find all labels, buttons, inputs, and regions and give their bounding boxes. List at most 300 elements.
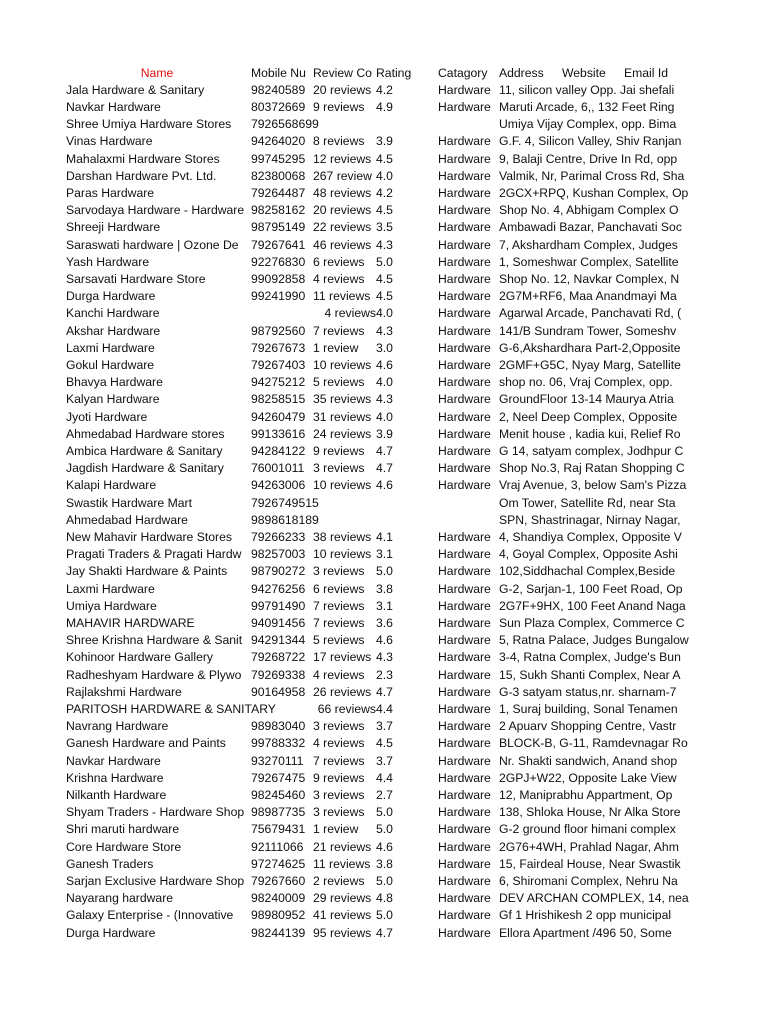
cell-mobile[interactable]: 98790272	[251, 564, 306, 579]
cell-category[interactable]: Hardware	[438, 701, 491, 716]
cell-category[interactable]: Hardware	[438, 82, 491, 97]
cell-category[interactable]: Hardware	[438, 667, 491, 682]
cell-review[interactable]: 7 reviews	[313, 753, 365, 768]
cell-rating[interactable]: 4.3	[376, 237, 393, 252]
cell-rating[interactable]: 4.1	[376, 529, 393, 544]
cell-name[interactable]: Galaxy Enterprise - (Innovative	[66, 908, 234, 923]
cell-category[interactable]: Hardware	[438, 787, 491, 802]
cell-mobile[interactable]: 94260479	[251, 409, 306, 424]
cell-category[interactable]: Hardware	[438, 598, 491, 613]
cell-address[interactable]: G-6,Akshardhara Part-2,Opposite	[499, 340, 681, 355]
cell-mobile[interactable]: 99791490	[251, 598, 306, 613]
cell-rating[interactable]: 4.7	[376, 925, 393, 940]
cell-rating[interactable]: 3.7	[376, 719, 393, 734]
cell-category[interactable]: Hardware	[438, 529, 491, 544]
cell-address[interactable]: G 14, satyam complex, Jodhpur C	[499, 443, 684, 458]
cell-mobile[interactable]: 79267475	[251, 770, 306, 785]
cell-review[interactable]: 38 reviews	[313, 529, 372, 544]
cell-name[interactable]: Krishna Hardware	[66, 770, 164, 785]
cell-address[interactable]: Agarwal Arcade, Panchavati Rd, (	[499, 306, 682, 321]
cell-name[interactable]: Kanchi Hardware	[66, 306, 160, 321]
cell-mobile[interactable]: 99745295	[251, 151, 306, 166]
cell-category[interactable]: Hardware	[438, 581, 491, 596]
cell-category[interactable]: Hardware	[438, 357, 491, 372]
cell-name[interactable]: Jagdish Hardware & Sanitary	[66, 461, 224, 476]
cell-rating[interactable]: 4.2	[376, 82, 393, 97]
cell-review[interactable]: 20 reviews	[313, 82, 372, 97]
cell-mobile[interactable]: 98240589	[251, 82, 306, 97]
cell-rating[interactable]: 4.7	[376, 684, 393, 699]
cell-review[interactable]: 24 reviews	[313, 426, 372, 441]
cell-review[interactable]: 20 reviews	[313, 203, 372, 218]
cell-rating[interactable]	[376, 512, 438, 529]
cell-mobile[interactable]: 94291344	[251, 633, 306, 648]
cell-category[interactable]: Hardware	[438, 908, 491, 923]
cell-mobile[interactable]: 80372669	[251, 99, 306, 114]
cell-category[interactable]: Hardware	[438, 753, 491, 768]
cell-address[interactable]: Maruti Arcade, 6,, 132 Feet Ring	[499, 99, 675, 114]
cell-category[interactable]: Hardware	[438, 185, 491, 200]
cell-review[interactable]: 2 reviews	[313, 873, 365, 888]
cell-mobile[interactable]: 94263006	[251, 478, 306, 493]
cell-rating[interactable]: 4.5	[376, 736, 393, 751]
cell-rating[interactable]: 4.5	[376, 203, 393, 218]
cell-mobile[interactable]	[251, 701, 313, 718]
cell-address[interactable]: Shop No.3, Raj Ratan Shopping C	[499, 461, 685, 476]
cell-review[interactable]: 95 reviews	[313, 925, 372, 940]
cell-rating[interactable]: 4.0	[376, 409, 393, 424]
cell-rating[interactable]: 4.6	[376, 633, 393, 648]
cell-name[interactable]: Paras Hardware	[66, 185, 155, 200]
cell-mobile[interactable]: 98987735	[251, 805, 306, 820]
cell-review[interactable]: 6 reviews	[313, 581, 365, 596]
cell-category[interactable]: Hardware	[438, 271, 491, 286]
cell-mobile[interactable]: 79267673	[251, 340, 306, 355]
cell-address[interactable]: G-2 ground floor himani complex	[499, 822, 676, 837]
cell-name[interactable]: Shyam Traders - Hardware Shop	[66, 805, 245, 820]
cell-address[interactable]: Gf 1 Hrishikesh 2 opp municipal	[499, 908, 672, 923]
cell-name[interactable]: Vinas Hardware	[66, 134, 153, 149]
cell-review[interactable]: 46 reviews	[313, 237, 372, 252]
cell-name[interactable]: Radheshyam Hardware & Plywo	[66, 667, 242, 682]
cell-category[interactable]: Hardware	[438, 323, 491, 338]
cell-rating[interactable]: 3.1	[376, 547, 393, 562]
cell-name[interactable]: Yash Hardware	[66, 254, 150, 269]
cell-address[interactable]: SPN, Shastrinagar, Nirnay Nagar,	[499, 512, 681, 527]
cell-address[interactable]: 2GCX+RPQ, Kushan Complex, Op	[499, 185, 689, 200]
cell-name[interactable]: Laxmi Hardware	[66, 581, 155, 596]
cell-review[interactable]	[313, 495, 376, 512]
cell-rating[interactable]: 4.6	[376, 839, 393, 854]
cell-review[interactable]: 12 reviews	[313, 151, 372, 166]
cell-mobile[interactable]: 94275212	[251, 375, 306, 390]
header-mobile[interactable]: Mobile Nu	[251, 65, 306, 80]
cell-rating[interactable]: 4.3	[376, 650, 393, 665]
cell-rating[interactable]: 4.2	[376, 185, 393, 200]
cell-rating[interactable]: 3.5	[376, 220, 393, 235]
cell-address[interactable]: 2G7M+RF6, Maa Anandmayi Ma	[499, 289, 677, 304]
cell-mobile[interactable]: 98983040	[251, 719, 306, 734]
cell-category[interactable]: Hardware	[438, 461, 491, 476]
cell-address[interactable]: Umiya Vijay Complex, opp. Bima	[499, 117, 677, 132]
cell-category[interactable]: Hardware	[438, 822, 491, 837]
cell-category[interactable]: Hardware	[438, 134, 491, 149]
cell-mobile[interactable]: 79268722	[251, 650, 306, 665]
cell-name[interactable]: Ahmedabad Hardware	[66, 512, 188, 527]
cell-category[interactable]: Hardware	[438, 615, 491, 630]
cell-mobile[interactable]: 76001011	[251, 461, 305, 476]
cell-rating[interactable]: 4.3	[376, 392, 393, 407]
cell-name[interactable]: Ahmedabad Hardware stores	[66, 426, 225, 441]
cell-address[interactable]: Shop No. 12, Navkar Complex, N	[499, 271, 680, 286]
cell-mobile[interactable]: 98258162	[251, 203, 306, 218]
cell-address[interactable]: 15, Fairdeal House, Near Swastik	[499, 856, 681, 871]
cell-address[interactable]: 2, Neel Deep Complex, Opposite	[499, 409, 678, 424]
cell-name[interactable]: New Mahavir Hardware Stores	[66, 529, 232, 544]
cell-review[interactable]	[313, 116, 376, 133]
cell-review[interactable]: 5 reviews	[313, 633, 365, 648]
cell-category[interactable]: Hardware	[438, 306, 491, 321]
cell-name[interactable]: Kalyan Hardware	[66, 392, 160, 407]
cell-rating[interactable]	[376, 495, 438, 512]
cell-rating[interactable]: 3.6	[376, 615, 393, 630]
cell-mobile[interactable]: 93270111	[251, 753, 304, 768]
cell-review[interactable]: 48 reviews	[313, 185, 372, 200]
cell-rating[interactable]: 3.9	[376, 426, 393, 441]
cell-name[interactable]: Shree Umiya Hardware Stores	[66, 117, 232, 132]
cell-address[interactable]: shop no. 06, Vraj Complex, opp.	[499, 375, 673, 390]
cell-name[interactable]: Sarsavati Hardware Store	[66, 271, 206, 286]
cell-review[interactable]: 4 reviews	[313, 667, 365, 682]
cell-mobile[interactable]: 79264487	[251, 185, 306, 200]
cell-name[interactable]: Gokul Hardware	[66, 357, 155, 372]
cell-name[interactable]: Ganesh Traders	[66, 856, 154, 871]
cell-rating[interactable]: 2.3	[376, 667, 393, 682]
cell-name[interactable]: Kalapi Hardware	[66, 478, 157, 493]
cell-mobile[interactable]: 94264020	[251, 134, 306, 149]
cell-mobile[interactable]: 98795149	[251, 220, 306, 235]
cell-name[interactable]: Sarjan Exclusive Hardware Shop	[66, 873, 245, 888]
cell-category[interactable]: Hardware	[438, 220, 491, 235]
cell-address[interactable]: 1, Suraj building, Sonal Tenamen	[499, 701, 678, 716]
cell-category[interactable]: Hardware	[438, 891, 491, 906]
header-name[interactable]: Name	[140, 65, 174, 80]
cell-address[interactable]: G.F. 4, Silicon Valley, Shiv Ranjan	[499, 134, 682, 149]
cell-mobile[interactable]: 98980952	[251, 908, 306, 923]
cell-address[interactable]: 12, Maniprabhu Appartment, Op	[499, 787, 673, 802]
cell-name[interactable]: Jay Shakti Hardware & Paints	[66, 564, 228, 579]
cell-address[interactable]: 9, Balaji Centre, Drive In Rd, opp	[499, 151, 678, 166]
cell-rating[interactable]: 4.6	[376, 357, 393, 372]
cell-rating[interactable]: 2.7	[376, 787, 393, 802]
cell-rating[interactable]: 3.8	[376, 581, 393, 596]
cell-category[interactable]: Hardware	[438, 392, 491, 407]
cell-rating[interactable]: 3.1	[376, 598, 393, 613]
cell-mobile[interactable]: 92276830	[251, 254, 306, 269]
cell-address[interactable]: 5, Ratna Palace, Judges Bungalow	[499, 633, 689, 648]
header-website[interactable]: Website	[562, 65, 606, 80]
cell-category[interactable]: Hardware	[438, 684, 491, 699]
cell-mobile[interactable]: 98240009	[251, 891, 306, 906]
cell-name[interactable]: Navrang Hardware	[66, 719, 169, 734]
cell-name[interactable]: Darshan Hardware Pvt. Ltd.	[66, 168, 217, 183]
cell-category[interactable]: Hardware	[438, 873, 491, 888]
cell-review[interactable]: 9 reviews	[313, 99, 365, 114]
cell-address[interactable]: 4, Shandiya Complex, Opposite V	[499, 529, 682, 544]
cell-address[interactable]: 2GMF+G5C, Nyay Marg, Satellite	[499, 357, 681, 372]
cell-rating[interactable]: 4.9	[376, 99, 393, 114]
cell-name[interactable]: Nilkanth Hardware	[66, 787, 167, 802]
cell-category[interactable]	[438, 495, 500, 512]
cell-review[interactable]: 10 reviews	[313, 478, 372, 493]
cell-address[interactable]: Ambawadi Bazar, Panchavati Soc	[499, 220, 682, 235]
cell-address[interactable]: DEV ARCHAN COMPLEX, 14, nea	[499, 891, 689, 906]
cell-name[interactable]: Shri maruti hardware	[66, 822, 180, 837]
cell-review[interactable]: 3 reviews	[313, 805, 365, 820]
cell-address[interactable]: 1, Someshwar Complex, Satellite	[499, 254, 679, 269]
cell-review[interactable]: 9 reviews	[313, 443, 365, 458]
cell-category[interactable]: Hardware	[438, 719, 491, 734]
cell-rating[interactable]: 5.0	[376, 564, 393, 579]
cell-name[interactable]: Akshar Hardware	[66, 323, 161, 338]
cell-mobile[interactable]: 94284122	[251, 443, 306, 458]
cell-mobile[interactable]: 9898618189	[251, 512, 319, 527]
cell-mobile[interactable]: 99241990	[251, 289, 306, 304]
cell-address[interactable]: 2 Apuarv Shopping Centre, Vastr	[499, 719, 677, 734]
cell-name[interactable]: Ganesh Hardware and Paints	[66, 736, 226, 751]
cell-address[interactable]: 141/B Sundram Tower, Someshv	[499, 323, 677, 338]
cell-name[interactable]: Bhavya Hardware	[66, 375, 163, 390]
cell-name[interactable]: Core Hardware Store	[66, 839, 182, 854]
cell-name[interactable]: Shree Krishna Hardware & Sanit	[66, 633, 243, 648]
cell-rating[interactable]: 5.0	[376, 822, 393, 837]
cell-mobile[interactable]: 7926568699	[251, 117, 319, 132]
cell-mobile[interactable]: 99788332	[251, 736, 306, 751]
cell-mobile[interactable]: 94276256	[251, 581, 306, 596]
cell-name[interactable]: Durga Hardware	[66, 289, 156, 304]
cell-review[interactable]: 66 reviews	[317, 701, 376, 716]
cell-review[interactable]: 17 reviews	[313, 650, 372, 665]
cell-category[interactable]	[438, 512, 500, 529]
cell-rating[interactable]: 5.0	[376, 254, 393, 269]
cell-review[interactable]: 41 reviews	[313, 908, 372, 923]
cell-category[interactable]	[438, 116, 500, 133]
cell-mobile[interactable]: 99092858	[251, 271, 306, 286]
cell-review[interactable]: 267 review	[313, 168, 372, 183]
cell-review[interactable]: 4 reviews	[313, 736, 365, 751]
cell-review[interactable]: 29 reviews	[313, 891, 372, 906]
cell-address[interactable]: 6, Shiromani Complex, Nehru Na	[499, 873, 678, 888]
cell-category[interactable]: Hardware	[438, 340, 491, 355]
cell-rating[interactable]: 5.0	[376, 873, 393, 888]
cell-name[interactable]: PARITOSH HARDWARE & SANITARY	[66, 701, 276, 716]
cell-category[interactable]: Hardware	[438, 925, 491, 940]
cell-category[interactable]: Hardware	[438, 254, 491, 269]
cell-review[interactable]: 8 reviews	[313, 134, 365, 149]
cell-review[interactable]: 3 reviews	[313, 719, 365, 734]
cell-address[interactable]: Ellora Apartment /496 50, Some	[499, 925, 672, 940]
cell-review[interactable]: 21 reviews	[313, 839, 372, 854]
cell-category[interactable]: Hardware	[438, 203, 491, 218]
cell-review[interactable]: 11 reviews	[313, 856, 371, 871]
cell-review[interactable]: 7 reviews	[313, 615, 365, 630]
cell-mobile[interactable]: 92111066	[251, 839, 304, 854]
cell-category[interactable]: Hardware	[438, 633, 491, 648]
cell-review[interactable]: 3 reviews	[313, 787, 365, 802]
cell-address[interactable]: 11, silicon valley Opp. Jai shefali	[499, 82, 675, 97]
cell-address[interactable]: BLOCK-B, G-11, Ramdevnagar Ro	[499, 736, 688, 751]
cell-address[interactable]: 2G76+4WH, Prahlad Nagar, Ahm	[499, 839, 679, 854]
cell-rating[interactable]: 4.7	[376, 443, 393, 458]
cell-mobile[interactable]: 79269338	[251, 667, 306, 682]
cell-address[interactable]: Valmik, Nr, Parimal Cross Rd, Sha	[499, 168, 685, 183]
cell-address[interactable]: 3-4, Ratna Complex, Judge's Bun	[499, 650, 681, 665]
cell-category[interactable]: Hardware	[438, 237, 491, 252]
cell-address[interactable]: Nr. Shakti sandwich, Anand shop	[499, 753, 678, 768]
cell-address[interactable]: Vraj Avenue, 3, below Sam's Pizza	[499, 478, 687, 493]
cell-name[interactable]: Umiya Hardware	[66, 598, 157, 613]
cell-category[interactable]: Hardware	[438, 409, 491, 424]
cell-mobile[interactable]: 97274625	[251, 856, 306, 871]
cell-address[interactable]: 15, Sukh Shanti Complex, Near A	[499, 667, 681, 682]
cell-mobile[interactable]: 90164958	[251, 684, 306, 699]
cell-address[interactable]: Menit house , kadia kui, Relief Ro	[499, 426, 681, 441]
cell-category[interactable]: Hardware	[438, 770, 491, 785]
cell-mobile[interactable]: 98258515	[251, 392, 306, 407]
cell-rating[interactable]: 4.5	[376, 289, 393, 304]
cell-rating[interactable]: 3.0	[376, 340, 393, 355]
cell-name[interactable]: Shreeji Hardware	[66, 220, 161, 235]
cell-category[interactable]: Hardware	[438, 805, 491, 820]
cell-category[interactable]: Hardware	[438, 650, 491, 665]
cell-review[interactable]	[313, 512, 376, 529]
cell-address[interactable]: G-2, Sarjan-1, 100 Feet Road, Op	[499, 581, 683, 596]
cell-category[interactable]: Hardware	[438, 547, 491, 562]
cell-category[interactable]: Hardware	[438, 99, 491, 114]
cell-address[interactable]: 2GPJ+W22, Opposite Lake View	[499, 770, 677, 785]
cell-mobile[interactable]: 82380068	[251, 168, 306, 183]
cell-address[interactable]: 102,Siddhachal Complex,Beside	[499, 564, 676, 579]
cell-review[interactable]: 35 reviews	[313, 392, 372, 407]
cell-rating[interactable]: 4.0	[376, 375, 393, 390]
cell-name[interactable]: Jala Hardware & Sanitary	[66, 82, 205, 97]
header-email[interactable]: Email Id	[624, 65, 669, 80]
cell-review[interactable]: 10 reviews	[313, 547, 372, 562]
cell-rating[interactable]: 4.6	[376, 478, 393, 493]
cell-name[interactable]: Mahalaxmi Hardware Stores	[66, 151, 220, 166]
cell-address[interactable]: 4, Goyal Complex, Opposite Ashi	[499, 547, 678, 562]
header-review[interactable]: Review Co	[313, 65, 372, 80]
cell-category[interactable]: Hardware	[438, 375, 491, 390]
cell-rating[interactable]: 4.5	[376, 151, 393, 166]
cell-review[interactable]: 9 reviews	[313, 770, 365, 785]
cell-review[interactable]: 10 reviews	[313, 357, 372, 372]
cell-name[interactable]: Navkar Hardware	[66, 99, 161, 114]
cell-rating[interactable]: 4.3	[376, 323, 393, 338]
header-rating[interactable]: Rating	[376, 65, 412, 80]
cell-review[interactable]: 11 reviews	[313, 289, 371, 304]
cell-rating[interactable]: 5.0	[376, 908, 393, 923]
cell-rating[interactable]: 3.8	[376, 856, 393, 871]
cell-name[interactable]: Jyoti Hardware	[66, 409, 148, 424]
cell-review[interactable]: 31 reviews	[313, 409, 372, 424]
cell-rating[interactable]: 3.9	[376, 134, 393, 149]
cell-name[interactable]: Swastik Hardware Mart	[66, 495, 192, 510]
cell-mobile[interactable]: 98245460	[251, 787, 306, 802]
cell-category[interactable]: Hardware	[438, 289, 491, 304]
cell-rating[interactable]: 5.0	[376, 805, 393, 820]
cell-review[interactable]: 6 reviews	[313, 254, 365, 269]
cell-address[interactable]: 138, Shloka House, Nr Alka Store	[499, 805, 681, 820]
cell-mobile[interactable]: 7926749515	[251, 495, 319, 510]
cell-rating[interactable]: 4.4	[376, 770, 393, 785]
cell-category[interactable]: Hardware	[438, 736, 491, 751]
cell-address[interactable]: GroundFloor 13-14 Maurya Atria	[499, 392, 674, 407]
cell-address[interactable]: Shop No. 4, Abhigam Complex O	[499, 203, 679, 218]
cell-rating[interactable]: 3.7	[376, 753, 393, 768]
cell-address[interactable]: G-3 satyam status,nr. sharnam-7	[499, 684, 677, 699]
cell-review[interactable]: 1 review	[313, 822, 359, 837]
cell-mobile[interactable]	[251, 305, 313, 322]
cell-rating[interactable]: 4.0	[376, 306, 393, 321]
cell-rating[interactable]: 4.4	[376, 701, 393, 716]
cell-mobile[interactable]: 79267641	[251, 237, 306, 252]
cell-address[interactable]: Om Tower, Satellite Rd, near Sta	[499, 495, 676, 510]
cell-review[interactable]: 22 reviews	[313, 220, 372, 235]
header-category[interactable]: Catagory	[438, 65, 488, 80]
cell-mobile[interactable]: 79267403	[251, 357, 306, 372]
cell-name[interactable]: Ambica Hardware & Sanitary	[66, 443, 223, 458]
cell-mobile[interactable]: 99133616	[251, 426, 306, 441]
cell-review[interactable]: 7 reviews	[313, 323, 365, 338]
cell-review[interactable]: 7 reviews	[313, 598, 365, 613]
cell-mobile[interactable]: 98244139	[251, 925, 306, 940]
cell-review[interactable]: 5 reviews	[313, 375, 365, 390]
cell-review[interactable]: 3 reviews	[313, 564, 365, 579]
cell-rating[interactable]: 4.7	[376, 461, 393, 476]
cell-category[interactable]: Hardware	[438, 478, 491, 493]
cell-rating[interactable]: 4.0	[376, 168, 393, 183]
cell-review[interactable]: 4 reviews	[324, 306, 376, 321]
cell-name[interactable]: Saraswati hardware | Ozone De	[66, 237, 239, 252]
cell-name[interactable]: Durga Hardware	[66, 925, 156, 940]
cell-mobile[interactable]: 75679431	[251, 822, 306, 837]
cell-category[interactable]: Hardware	[438, 564, 491, 579]
cell-rating[interactable]	[376, 116, 438, 133]
cell-address[interactable]: Sun Plaza Complex, Commerce C	[499, 615, 685, 630]
cell-mobile[interactable]: 98792560	[251, 323, 306, 338]
cell-address[interactable]: 7, Akshardham Complex, Judges	[499, 237, 678, 252]
cell-category[interactable]: Hardware	[438, 426, 491, 441]
cell-mobile[interactable]: 98257003	[251, 547, 306, 562]
cell-review[interactable]: 4 reviews	[313, 271, 365, 286]
cell-review[interactable]: 26 reviews	[313, 684, 372, 699]
cell-name[interactable]: Pragati Traders & Pragati Hardw	[66, 547, 242, 562]
cell-review[interactable]: 1 review	[313, 340, 359, 355]
cell-category[interactable]: Hardware	[438, 151, 491, 166]
cell-name[interactable]: Navkar Hardware	[66, 753, 161, 768]
header-address[interactable]: Address	[499, 65, 544, 80]
cell-category[interactable]: Hardware	[438, 839, 491, 854]
cell-review[interactable]: 3 reviews	[313, 461, 365, 476]
cell-mobile[interactable]: 94091456	[251, 615, 306, 630]
cell-rating[interactable]: 4.5	[376, 271, 393, 286]
cell-name[interactable]: Nayarang hardware	[66, 891, 174, 906]
cell-mobile[interactable]: 79266233	[251, 529, 306, 544]
cell-category[interactable]: Hardware	[438, 168, 491, 183]
cell-name[interactable]: Rajlakshmi Hardware	[66, 684, 182, 699]
cell-category[interactable]: Hardware	[438, 856, 491, 871]
